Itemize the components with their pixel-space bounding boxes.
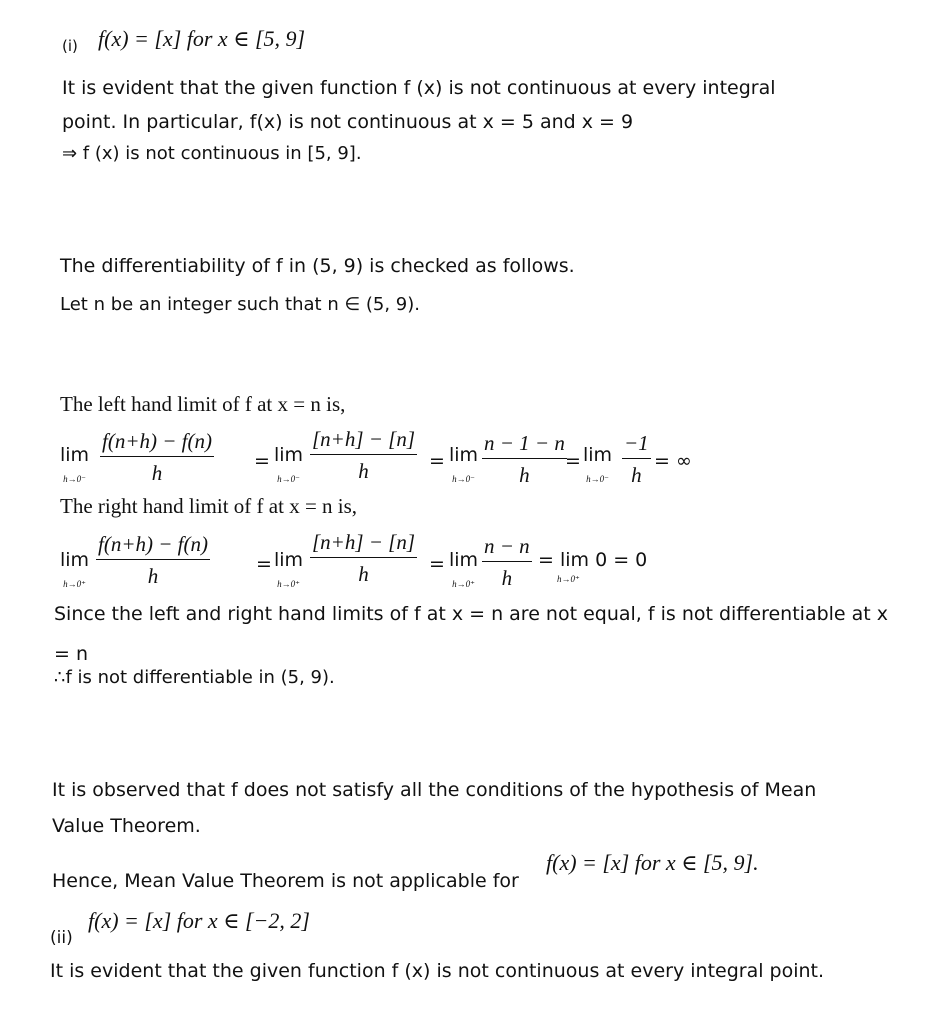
rhl-lim-1: lim h→0⁺ [60,549,90,589]
rhl-equals-1: = [256,553,272,575]
conclusion-line-2: = n [54,643,89,665]
rhl-fraction-2: [n+h] − [n] h [312,530,416,587]
lhl-equals-3: = [565,450,581,472]
part-i-label: (i) [62,37,78,55]
lhl-lim-1: lim h→0⁻ [60,444,90,484]
lhl-equals-2: = [429,450,445,472]
lhl-fraction-3: n − 1 − n h [484,431,565,488]
mvt-function: f(x) = [x] for x ∈ [5, 9]. [546,850,759,875]
lhl-equals-1: = [254,450,270,472]
differentiability-line-1: The differentiability of f in (5, 9) is checked as follows. [60,255,575,277]
lhl-result: = ∞ [654,450,692,472]
lhl-fraction-4: −1 h [624,431,649,488]
lhl-heading: The left hand limit of f at x = n is, [60,392,346,416]
rhl-final: = lim 0 = 0 [538,549,648,571]
rhl-heading: The right hand limit of f at x = n is, [60,494,358,518]
mvt-line-2: Value Theorem. [52,815,201,837]
continuity-line-1: It is evident that the given function f (x) is not continuous at every integral [62,77,776,99]
part-ii-label: (ii) [50,928,73,948]
part-ii-function: f(x) = [x] for x ∈ [−2, 2] [88,908,310,933]
conclusion-line-1: Since the left and right hand limits of f at x = n are not equal, f is not differentiable at x [54,603,889,625]
rhl-equals-2: = [429,553,445,575]
rhl-lim-2: lim h→0⁺ [274,549,304,589]
lhl-lim-3: lim h→0⁻ [449,444,479,484]
differentiability-line-2: Let n be an integer such that n ∈ (5, 9). [60,294,420,315]
part-i-function: f(x) = [x] for x ∈ [5, 9] [98,26,306,51]
rhl-fraction-1: f(n+h) − f(n) h [98,532,208,589]
lhl-fraction-2: [n+h] − [n] h [312,427,416,484]
mvt-line-1: It is observed that f does not satisfy all the conditions of the hypothesis of Mean [52,779,817,801]
continuity-line-2: point. In particular, f(x) is not continuous at x = 5 and x = 9 [62,111,634,133]
lhl-lim-2: lim h→0⁻ [274,444,304,484]
rhl-fraction-3: n − n h [484,534,530,591]
continuity-line-3: ⇒ f (x) is not continuous in [5, 9]. [62,143,362,164]
conclusion-line-3: ∴f is not differentiable in (5, 9). [54,667,335,688]
rhl-final-sub: h→0⁺ [557,574,580,584]
mvt-line-3: Hence, Mean Value Theorem is not applicable for [52,870,519,892]
part-ii-line-1: It is evident that the given function f (x) is not continuous at every integral point. [50,960,825,982]
lhl-fraction-1: f(n+h) − f(n) h [102,429,212,486]
lhl-lim-4: lim h→0⁻ [583,444,613,484]
rhl-lim-3: lim h→0⁺ [449,549,479,589]
